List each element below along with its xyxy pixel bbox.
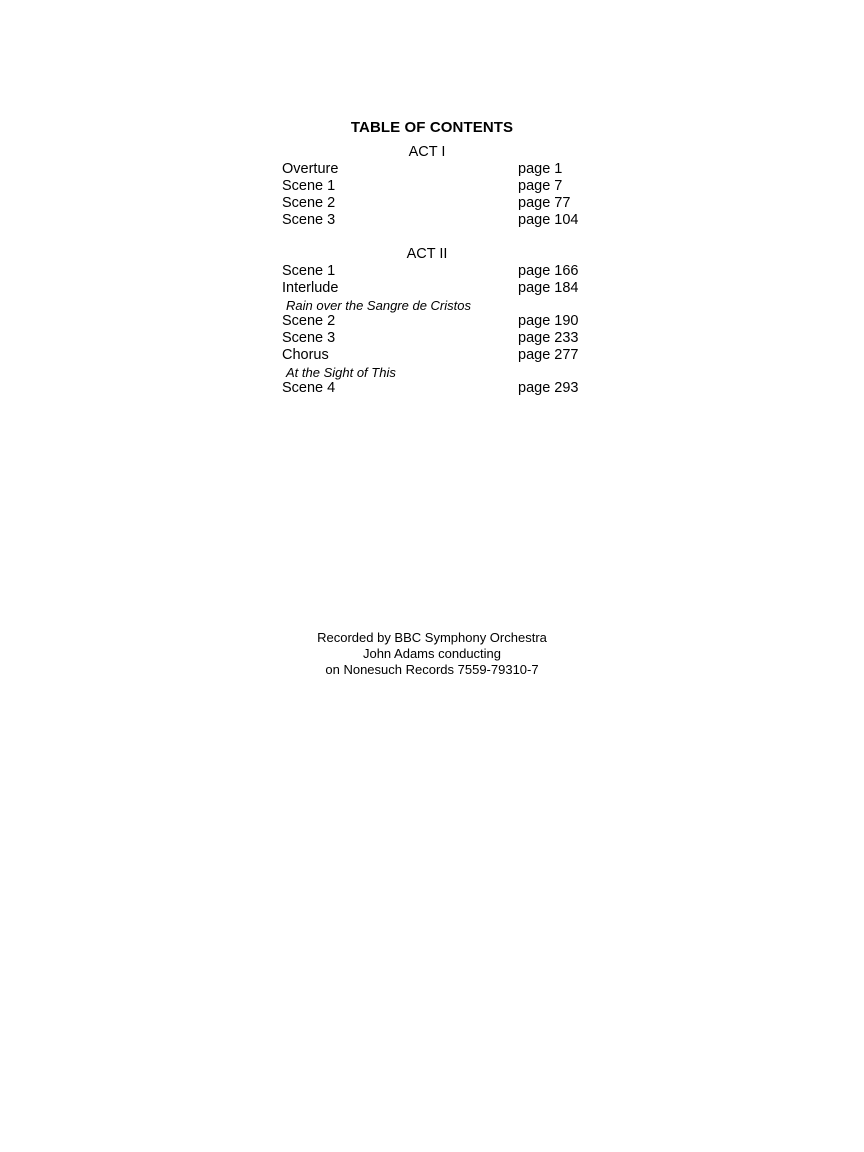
entry-label: Interlude [282, 280, 339, 296]
toc-entry-act2-scene2 [282, 313, 602, 330]
act-2-entries [282, 263, 602, 397]
toc-entry-act2-scene1 [282, 263, 602, 280]
entry-page: page 104 [518, 212, 579, 228]
entry-page: page 277 [518, 347, 579, 363]
toc-entry-interlude [282, 280, 602, 313]
recording-credits [0, 630, 864, 678]
entry-label: Chorus [282, 347, 329, 363]
toc-entry-act1-scene3 [282, 212, 602, 229]
entry-label: Scene 3 [282, 212, 336, 228]
entry-label: Scene 3 [282, 330, 336, 346]
entry-page: page 77 [518, 195, 571, 211]
toc-entry-act2-scene4 [282, 380, 602, 397]
entry-page: page 293 [518, 380, 579, 396]
toc-entry-act1-scene2 [282, 195, 602, 212]
entry-label: Overture [282, 161, 339, 177]
entry-subtitle: Rain over the Sangre de Cristos [286, 298, 471, 313]
toc-entry-act2-scene3 [282, 330, 602, 347]
entry-page: page 233 [518, 330, 579, 346]
entry-subtitle: At the Sight of This [286, 365, 396, 380]
act-1-entries [282, 161, 602, 229]
entry-label: Scene 2 [282, 313, 336, 329]
act-2-heading: ACT II [406, 246, 448, 262]
entry-label: Scene 1 [282, 178, 336, 194]
act-1-heading: ACT I [408, 144, 446, 160]
entry-label: Scene 1 [282, 263, 336, 279]
entry-page: page 184 [518, 280, 579, 296]
entry-label: Scene 2 [282, 195, 336, 211]
toc-entry-overture [282, 161, 602, 178]
entry-page: page 190 [518, 313, 579, 329]
entry-label: Scene 4 [282, 380, 336, 396]
toc-entry-act1-scene1 [282, 178, 602, 195]
entry-page: page 166 [518, 263, 579, 279]
credits-orchestra: Recorded by BBC Symphony Orchestra [317, 630, 547, 645]
credits-conductor: John Adams conducting [362, 646, 502, 661]
entry-page: page 7 [518, 178, 563, 194]
credits-label: on Nonesuch Records 7559-79310-7 [325, 662, 539, 677]
toc-entry-chorus [282, 347, 602, 380]
entry-page: page 1 [518, 161, 563, 177]
toc-title: TABLE OF CONTENTS [350, 119, 514, 136]
